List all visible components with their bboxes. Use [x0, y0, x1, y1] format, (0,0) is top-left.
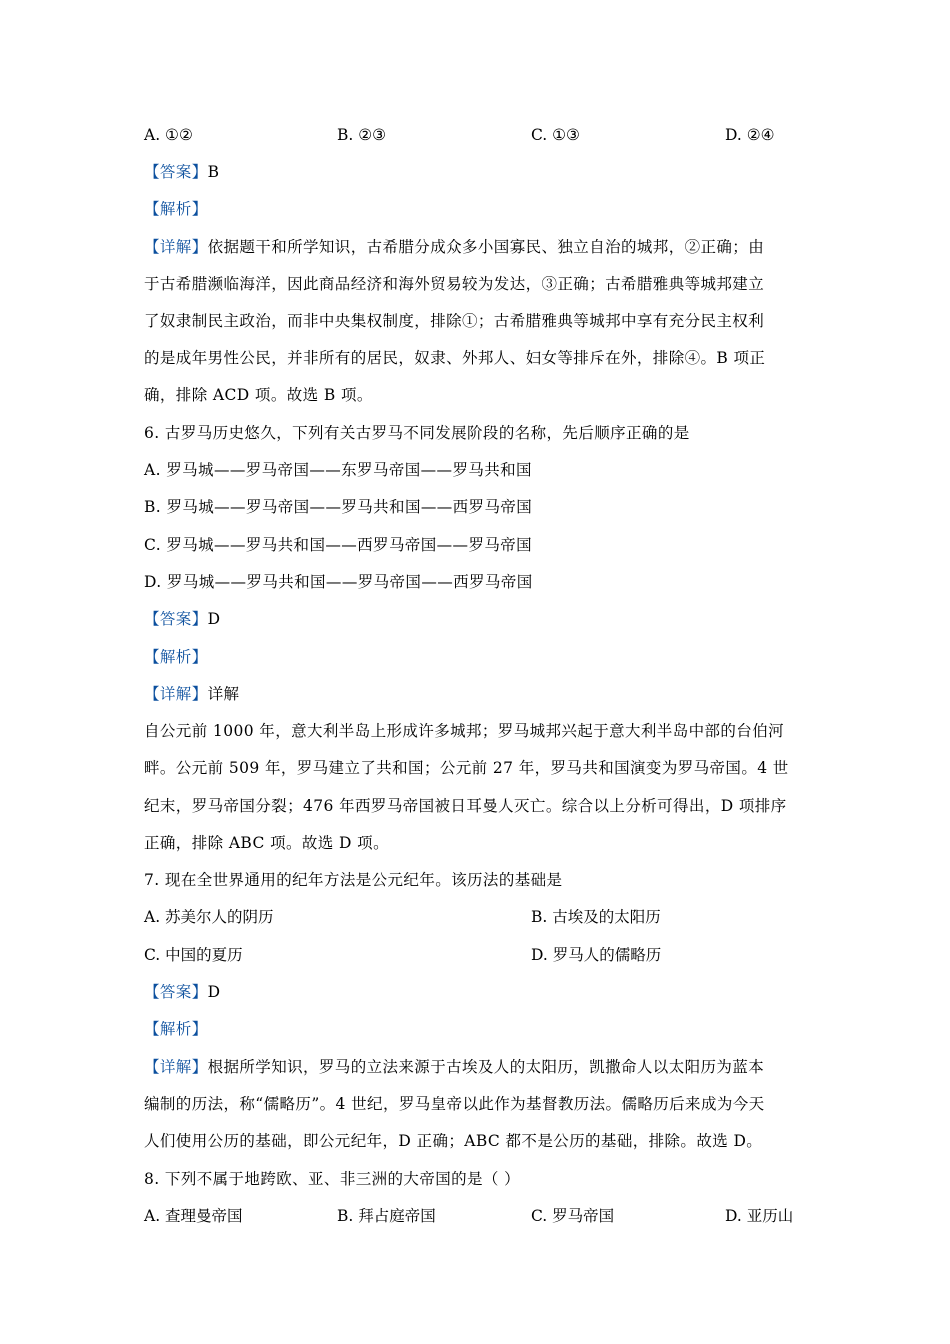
q5-detail-line: 了奴隶制民主政治，而非中央集权制度，排除①；古希腊雅典等城邦中享有充分民主权利	[144, 312, 765, 330]
answer-value: B	[207, 163, 220, 181]
q8-option-c: C. 罗马帝国	[531, 1207, 615, 1225]
q7-analysis-tag: 【解析】	[144, 1020, 208, 1038]
detail-tag: 【详解】	[144, 1058, 208, 1076]
q6-analysis-tag: 【解析】	[144, 648, 208, 666]
q6-detail-line: 纪末，罗马帝国分裂；476 年西罗马帝国被日耳曼人灭亡。综合以上分析可得出，D 项排序	[144, 797, 787, 815]
q5-detail-line: 于古希腊濒临海洋，因此商品经济和海外贸易较为发达，③正确；古希腊雅典等城邦建立	[144, 275, 765, 293]
q5-analysis-tag: 【解析】	[144, 200, 208, 218]
q7-option-a: A. 苏美尔人的阴历	[144, 908, 274, 926]
detail-tag: 【详解】	[144, 238, 208, 256]
q5-option-a: A. ①②	[144, 126, 193, 144]
detail-text: 详解	[207, 685, 240, 703]
q5-option-b: B. ②③	[337, 126, 387, 144]
q7-detail-line	[144, 1057, 764, 1077]
q6-answer	[144, 609, 220, 629]
answer-tag: 【答案】	[144, 163, 208, 181]
q8-option-b: B. 拜占庭帝国	[337, 1207, 436, 1225]
q6-option-a: A. 罗马城——罗马帝国——东罗马帝国——罗马共和国	[144, 461, 532, 479]
q6-option-c: C. 罗马城——罗马共和国——西罗马帝国——罗马帝国	[144, 536, 533, 554]
q5-option-c: C. ①③	[531, 126, 580, 144]
q6-detail-line: 畔。公元前 509 年，罗马建立了共和国；公元前 27 年，罗马共和国演变为罗马帝国。4 世	[144, 759, 789, 777]
q6-option-d: D. 罗马城——罗马共和国——罗马帝国——西罗马帝国	[144, 573, 533, 591]
q5-detail-line	[144, 237, 764, 257]
q7-option-c: C. 中国的夏历	[144, 946, 243, 964]
q7-stem: 7. 现在全世界通用的纪年方法是公元纪年。该历法的基础是	[144, 871, 563, 889]
detail-text: 根据所学知识，罗马的立法来源于古埃及人的太阳历，凯撒命人以太阳历为蓝本	[207, 1058, 765, 1076]
detail-text: 依据题干和所学知识，古希腊分成众多小国寡民、独立自治的城邦，②正确；由	[207, 238, 765, 256]
q8-option-a: A. 查理曼帝国	[144, 1207, 243, 1225]
q7-option-d: D. 罗马人的儒略历	[531, 946, 662, 964]
q8-stem: 8. 下列不属于地跨欧、亚、非三洲的大帝国的是（ ）	[144, 1170, 521, 1188]
answer-value: D	[207, 983, 221, 1001]
q6-stem: 6. 古罗马历史悠久，下列有关古罗马不同发展阶段的名称，先后顺序正确的是	[144, 424, 690, 442]
q6-detail-heading	[144, 684, 239, 704]
q6-detail-line: 正确，排除 ABC 项。故选 D 项。	[144, 834, 389, 852]
q6-option-b: B. 罗马城——罗马帝国——罗马共和国——西罗马帝国	[144, 498, 533, 516]
q8-option-d: D. 亚历山	[725, 1207, 794, 1225]
answer-value: D	[207, 610, 221, 628]
answer-tag: 【答案】	[144, 610, 208, 628]
q5-detail-line: 确，排除 ACD 项。故选 B 项。	[144, 386, 373, 404]
answer-tag: 【答案】	[144, 983, 208, 1001]
q7-answer	[144, 982, 220, 1002]
q5-answer	[144, 162, 219, 182]
q5-detail-line: 的是成年男性公民，并非所有的居民，奴隶、外邦人、妇女等排斥在外，排除④。B 项正	[144, 349, 766, 367]
detail-tag: 【详解】	[144, 685, 208, 703]
q7-detail-line: 编制的历法，称“儒略历”。4 世纪，罗马皇帝以此作为基督教历法。儒略历后来成为今天	[144, 1095, 765, 1113]
q5-option-d: D. ②④	[725, 126, 775, 144]
q6-detail-line: 自公元前 1000 年，意大利半岛上形成许多城邦；罗马城邦兴起于意大利半岛中部的台伯河	[144, 722, 785, 740]
q7-detail-line: 人们使用公历的基础，即公元纪年，D 正确；ABC 都不是公历的基础，排除。故选 D。	[144, 1132, 763, 1150]
q7-option-b: B. 古埃及的太阳历	[531, 908, 661, 926]
